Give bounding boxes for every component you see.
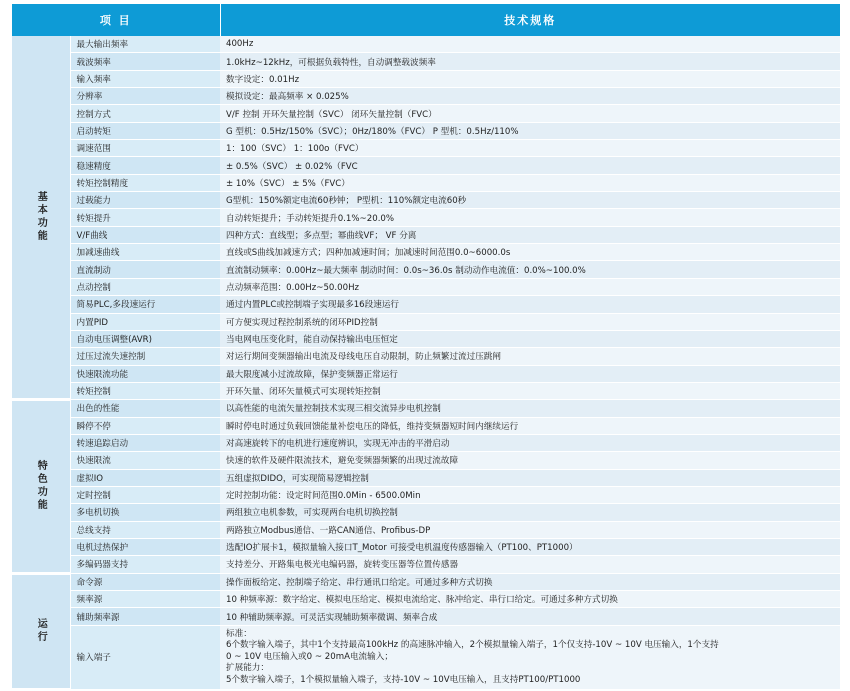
spec-cell: 支持差分、开路集电极光电编码器，旋转变压器等位置传感器 [220,556,840,573]
spec-cell: G型机：150%额定电流60秒钟； P型机：110%额定电流60秒 [220,192,840,209]
table-row [12,261,840,278]
spec-line: 0 ~ 10V 电压输入或0 ~ 20mA电流输入； [226,651,393,662]
spec-line: 6个数字输入端子，其中1个支持最高100kHz 的高速脉冲输入，2个模拟量输入端子，1个仅支持-10V ~ 10V 电压输入，1个支持 [226,640,719,651]
item-cell: 出色的性能 [70,400,220,417]
table-row [12,70,840,87]
spec-cell: G 型机：0.5Hz/150%（SVC）；0Hz/180%（FVC） P 型机：0.5Hz/110% [220,122,840,139]
table-row [12,538,840,555]
spec-cell: V/F 控制 开环矢量控制（SVC） 闭环矢量控制（FVC） [220,105,840,122]
item-cell: 输入端子 [70,625,220,690]
spec-cell: 对运行期间变频器输出电流及母线电压自动限制，防止频繁过流过压跳闸 [220,348,840,365]
spec-cell: 可方便实现过程控制系统的闭环PID控制 [220,313,840,330]
item-cell: 定时控制 [70,486,220,503]
spec-cell: 五组虚拟DIDO，可实现简易逻辑控制 [220,469,840,486]
item-cell: 转速追踪启动 [70,434,220,451]
table-row [12,330,840,347]
item-cell: 内置PID [70,313,220,330]
spec-cell: 10 种频率源：数字给定、模拟电压给定、模拟电流给定、脉冲给定、串行口给定。可通过多种方式切换 [220,591,840,608]
item-cell: 控制方式 [70,105,220,122]
table-row [12,157,840,174]
spec-cell: 自动转矩提升；手动转矩提升0.1%~20.0% [220,209,840,226]
table-row [12,122,840,139]
item-cell: 调速范围 [70,140,220,157]
table-row [12,625,840,690]
table-row [12,521,840,538]
spec-cell: 定时控制功能：设定时间范围0.0Min - 6500.0Min [220,486,840,503]
spec-cell: 操作面板给定、控制端子给定、串行通讯口给定。可通过多种方式切换 [220,573,840,590]
spec-line: 5个数字输入端子，1个模拟量输入端子，支持-10V ~ 10V电压输入，且支持PT100/PT1000 [226,674,581,685]
spec-cell [220,625,840,690]
table-row [12,105,840,122]
spec-cell: 模拟设定：最高频率 × 0.025% [220,88,840,105]
item-cell: V/F曲线 [70,226,220,243]
category-label: 运行 [12,573,70,690]
spec-cell: ± 0.5%（SVC） ± 0.02%（FVC [220,157,840,174]
item-cell: 载波频率 [70,53,220,70]
category-label: 特色功能 [12,400,70,573]
table-row [12,382,840,399]
category-label: 基本功能 [12,36,70,400]
table-row [12,140,840,157]
spec-table-container [12,4,840,691]
spec-cell: 两组独立电机参数，可实现两台电机切换控制 [220,504,840,521]
spec-cell: 两路独立Modbus通信、一路CAN通信、Profibus-DP [220,521,840,538]
table-row [12,556,840,573]
table-row [12,469,840,486]
item-cell: 稳速精度 [70,157,220,174]
table-row [12,608,840,625]
table-row [12,365,840,382]
header-item: 项 目 [12,4,220,36]
spec-cell: 瞬时停电时通过负载回馈能量补偿电压的降低，维持变频器短时间内继续运行 [220,417,840,434]
table-body [12,36,840,690]
spec-cell: ± 10%（SVC） ± 5%（FVC） [220,174,840,191]
table-row [12,434,840,451]
table-header-row [12,4,840,36]
item-cell: 虚拟IO [70,469,220,486]
table-row [12,174,840,191]
item-cell: 多电机切换 [70,504,220,521]
item-cell: 分辨率 [70,88,220,105]
item-cell: 快速限流功能 [70,365,220,382]
item-cell: 加减速曲线 [70,244,220,261]
spec-cell: 直流制动频率：0.00Hz~最大频率 制动时间：0.0s~36.0s 制动动作电流值：0.0%~100.0% [220,261,840,278]
spec-table [12,4,840,691]
item-cell: 频率源 [70,591,220,608]
table-row [12,573,840,590]
spec-cell: 直线或S曲线加减速方式；四种加减速时间；加减速时间范围0.0~6000.0s [220,244,840,261]
table-row [12,348,840,365]
table-row [12,313,840,330]
spec-cell: 快速的软件及硬件限流技术，避免变频器频繁的出现过流故障 [220,452,840,469]
spec-cell: 1.0kHz~12kHz，可根据负载特性，自动调整载波频率 [220,53,840,70]
spec-cell: 点动频率范围：0.00Hz~50.00Hz [220,278,840,295]
spec-cell: 对高速旋转下的电机进行速度辨识，实现无冲击的平滑启动 [220,434,840,451]
spec-cell: 通过内置PLC或控制端子实现最多16段速运行 [220,296,840,313]
spec-cell: 最大限度减小过流故障，保护变频器正常运行 [220,365,840,382]
table-row [12,244,840,261]
item-cell: 快速限流 [70,452,220,469]
table-row [12,278,840,295]
table-row [12,226,840,243]
item-cell: 直流制动 [70,261,220,278]
table-row [12,452,840,469]
spec-cell: 当电网电压变化时，能自动保持输出电压恒定 [220,330,840,347]
item-cell: 最大输出频率 [70,36,220,53]
table-row [12,504,840,521]
table-row [12,486,840,503]
item-cell: 简易PLC,多段速运行 [70,296,220,313]
item-cell: 总线支持 [70,521,220,538]
table-row [12,36,840,53]
item-cell: 辅助频率源 [70,608,220,625]
item-cell: 电机过热保护 [70,538,220,555]
item-cell: 启动转矩 [70,122,220,139]
header-spec: 技术规格 [220,4,840,36]
table-row [12,53,840,70]
item-cell: 命令源 [70,573,220,590]
item-cell: 自动电压调整(AVR) [70,330,220,347]
spec-cell: 四种方式：直线型；多点型；幂曲线VF； VF 分离 [220,226,840,243]
spec-cell: 10 种辅助频率源。可灵活实现辅助频率微调、频率合成 [220,608,840,625]
table-row [12,417,840,434]
table-row [12,209,840,226]
spec-cell: 1：100（SVC） 1：100o（FVC） [220,140,840,157]
item-cell: 多编码器支持 [70,556,220,573]
item-cell: 过压过流失速控制 [70,348,220,365]
table-row [12,88,840,105]
spec-cell: 开环矢量、闭环矢量模式可实现转矩控制 [220,382,840,399]
item-cell: 过载能力 [70,192,220,209]
spec-line: 标准： [226,628,252,639]
item-cell: 输入频率 [70,70,220,87]
spec-cell: 数字设定：0.01Hz [220,70,840,87]
table-row [12,192,840,209]
item-cell: 转矩控制 [70,382,220,399]
table-row [12,400,840,417]
table-row [12,591,840,608]
spec-cell: 选配IO扩展卡1，模拟量输入接口T_Motor 可接受电机温度传感器输入（PT100、PT1000） [220,538,840,555]
item-cell: 转矩控制精度 [70,174,220,191]
item-cell: 瞬停不停 [70,417,220,434]
table-row [12,296,840,313]
spec-cell: 以高性能的电流矢量控制技术实现三相交流异步电机控制 [220,400,840,417]
item-cell: 转矩提升 [70,209,220,226]
spec-cell: 400Hz [220,36,840,53]
item-cell: 点动控制 [70,278,220,295]
spec-line: 扩展能力： [226,663,269,674]
